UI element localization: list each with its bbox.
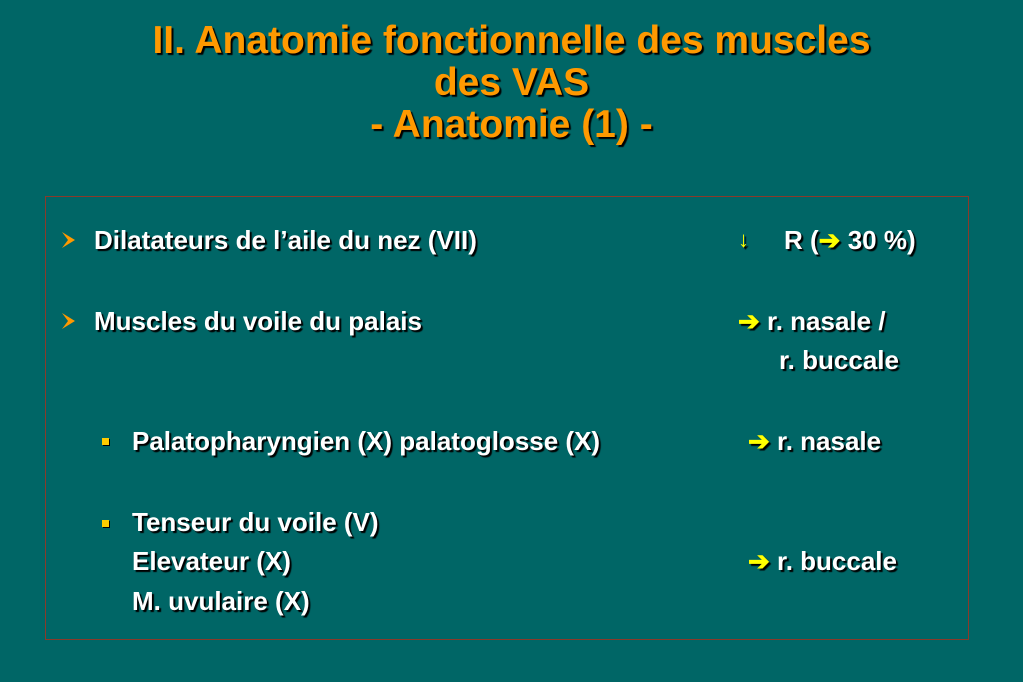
- item-dilatateurs-result-prefix: R (: [784, 225, 819, 255]
- down-arrow-icon: ↓: [738, 227, 749, 252]
- item-dilatateurs-result: [784, 225, 916, 255]
- subitem-tenseur-result: [748, 546, 897, 576]
- title-subtitle: - Anatomie (1) -: [370, 103, 653, 146]
- item-muscles-voile-result-1: [738, 306, 886, 336]
- square-bullet-icon: [102, 438, 109, 445]
- square-bullet-icon: [102, 520, 109, 527]
- subitem-tenseur-line-2: Elevateur (X): [132, 546, 291, 576]
- subitem-tenseur-line-1: Tenseur du voile (V): [132, 507, 379, 537]
- item-dilatateurs-label: Dilatateurs de l’aile du nez (VII): [94, 225, 477, 255]
- arrow-bullet-icon: [62, 313, 75, 329]
- arrow-bullet-icon: [62, 232, 75, 248]
- item-muscles-voile-result-2: r. buccale: [779, 345, 899, 375]
- subitem-palatopharyngien-label: Palatopharyngien (X) palatoglosse (X): [132, 426, 601, 456]
- subitem-tenseur-line-3: M. uvulaire (X): [132, 586, 310, 616]
- subitem-palatopharyngien-result: [748, 426, 881, 456]
- subitem-palatopharyngien-result-text: r. nasale: [777, 426, 882, 456]
- title-line-2: des VAS: [433, 61, 590, 104]
- right-arrow-icon: ➔: [818, 225, 841, 255]
- right-arrow-icon: ➔: [748, 426, 770, 456]
- right-arrow-icon: ➔: [738, 306, 760, 336]
- item-muscles-voile-result-text-1: r. nasale /: [767, 306, 886, 336]
- subitem-tenseur-result-text: r. buccale: [777, 546, 897, 576]
- item-muscles-voile-label: Muscles du voile du palais: [94, 306, 422, 336]
- right-arrow-icon: ➔: [748, 546, 770, 576]
- item-dilatateurs-result-value: 30 %): [847, 225, 916, 255]
- title-line-1: II. Anatomie fonctionnelle des muscles: [152, 19, 871, 62]
- slide-title: [0, 20, 1023, 146]
